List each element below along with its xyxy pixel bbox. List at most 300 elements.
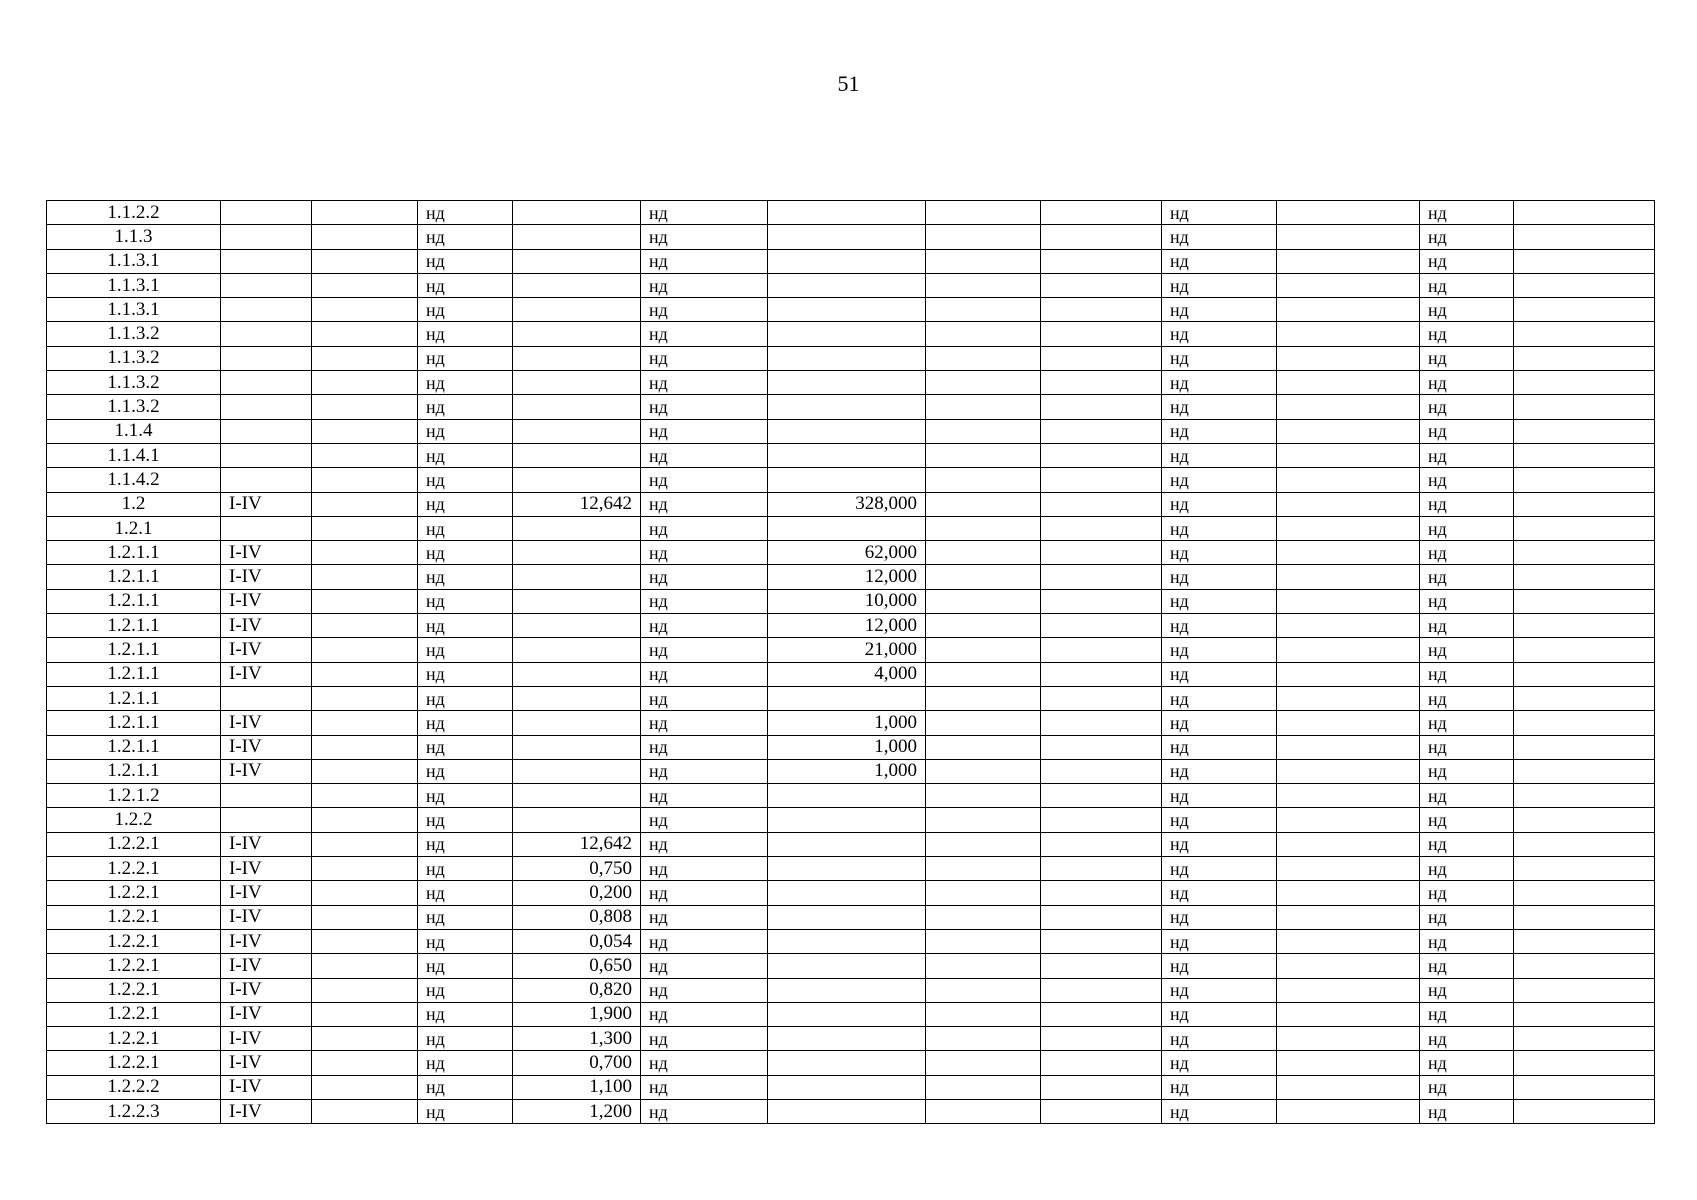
col8-cell xyxy=(926,735,1041,759)
col4-cell: нд xyxy=(418,808,513,832)
col6-cell: нд xyxy=(641,492,768,516)
col5-value-cell xyxy=(513,346,641,370)
col9-cell xyxy=(1041,1075,1162,1099)
item-code-cell: 1.2.2.1 xyxy=(47,1027,221,1051)
col8-cell xyxy=(926,443,1041,467)
table-row xyxy=(47,711,1655,735)
col11-cell xyxy=(1277,346,1420,370)
col10-cell: нд xyxy=(1162,1027,1277,1051)
item-code-cell: 1.2.1.1 xyxy=(47,638,221,662)
col13-cell xyxy=(1514,565,1655,589)
col5-value-cell xyxy=(513,322,641,346)
category-cell xyxy=(221,201,312,225)
col13-cell xyxy=(1514,735,1655,759)
col8-cell xyxy=(926,565,1041,589)
col11-cell xyxy=(1277,541,1420,565)
col10-cell: нд xyxy=(1162,1099,1277,1123)
col11-cell xyxy=(1277,201,1420,225)
col4-cell: нд xyxy=(418,735,513,759)
table-row xyxy=(47,638,1655,662)
col13-cell xyxy=(1514,905,1655,929)
col9-cell xyxy=(1041,881,1162,905)
col6-cell: нд xyxy=(641,443,768,467)
col9-cell xyxy=(1041,832,1162,856)
col5-value-cell xyxy=(513,395,641,419)
category-cell: I-IV xyxy=(221,832,312,856)
col12-cell: нд xyxy=(1420,784,1514,808)
col12-cell: нд xyxy=(1420,1027,1514,1051)
col4-cell: нд xyxy=(418,225,513,249)
category-cell: I-IV xyxy=(221,929,312,953)
col7-value-cell xyxy=(768,201,926,225)
col6-cell: нд xyxy=(641,614,768,638)
col3-cell xyxy=(312,249,418,273)
col13-cell xyxy=(1514,371,1655,395)
col9-cell xyxy=(1041,443,1162,467)
col7-value-cell xyxy=(768,881,926,905)
col10-cell: нд xyxy=(1162,638,1277,662)
col11-cell xyxy=(1277,419,1420,443)
col9-cell xyxy=(1041,468,1162,492)
table-row xyxy=(47,201,1655,225)
category-cell: I-IV xyxy=(221,1051,312,1075)
table-row xyxy=(47,881,1655,905)
col11-cell xyxy=(1277,954,1420,978)
category-cell xyxy=(221,784,312,808)
table-row xyxy=(47,1002,1655,1026)
col7-value-cell: 328,000 xyxy=(768,492,926,516)
table-row xyxy=(47,565,1655,589)
col8-cell xyxy=(926,395,1041,419)
col13-cell xyxy=(1514,808,1655,832)
col8-cell xyxy=(926,1099,1041,1123)
col5-value-cell xyxy=(513,541,641,565)
col6-cell: нд xyxy=(641,1099,768,1123)
category-cell: I-IV xyxy=(221,857,312,881)
col4-cell: нд xyxy=(418,954,513,978)
col3-cell xyxy=(312,1075,418,1099)
col10-cell: нд xyxy=(1162,784,1277,808)
col8-cell xyxy=(926,492,1041,516)
col10-cell: нд xyxy=(1162,249,1277,273)
item-code-cell: 1.1.3.2 xyxy=(47,322,221,346)
col9-cell xyxy=(1041,225,1162,249)
table-row xyxy=(47,371,1655,395)
col11-cell xyxy=(1277,443,1420,467)
item-code-cell: 1.2.2.1 xyxy=(47,881,221,905)
col7-value-cell xyxy=(768,225,926,249)
col12-cell: нд xyxy=(1420,662,1514,686)
col6-cell: нд xyxy=(641,857,768,881)
col3-cell xyxy=(312,929,418,953)
col10-cell: нд xyxy=(1162,808,1277,832)
col11-cell xyxy=(1277,711,1420,735)
col4-cell: нд xyxy=(418,662,513,686)
col12-cell: нд xyxy=(1420,978,1514,1002)
col5-value-cell: 1,200 xyxy=(513,1099,641,1123)
col5-value-cell xyxy=(513,589,641,613)
col11-cell xyxy=(1277,978,1420,1002)
col13-cell xyxy=(1514,686,1655,710)
col4-cell: нд xyxy=(418,881,513,905)
col6-cell: нд xyxy=(641,1002,768,1026)
item-code-cell: 1.1.4.1 xyxy=(47,443,221,467)
col11-cell xyxy=(1277,638,1420,662)
col12-cell: нд xyxy=(1420,395,1514,419)
col7-value-cell xyxy=(768,686,926,710)
table-row xyxy=(47,273,1655,297)
table-row xyxy=(47,346,1655,370)
col9-cell xyxy=(1041,735,1162,759)
category-cell xyxy=(221,516,312,540)
col4-cell: нд xyxy=(418,443,513,467)
col7-value-cell xyxy=(768,249,926,273)
col9-cell xyxy=(1041,322,1162,346)
col6-cell: нд xyxy=(641,273,768,297)
category-cell: I-IV xyxy=(221,954,312,978)
col13-cell xyxy=(1514,516,1655,540)
col9-cell xyxy=(1041,808,1162,832)
col13-cell xyxy=(1514,225,1655,249)
col8-cell xyxy=(926,978,1041,1002)
item-code-cell: 1.2.1 xyxy=(47,516,221,540)
table-row xyxy=(47,929,1655,953)
col6-cell: нд xyxy=(641,249,768,273)
col5-value-cell xyxy=(513,419,641,443)
col11-cell xyxy=(1277,614,1420,638)
category-cell: I-IV xyxy=(221,662,312,686)
col5-value-cell xyxy=(513,273,641,297)
col3-cell xyxy=(312,857,418,881)
col8-cell xyxy=(926,273,1041,297)
col6-cell: нд xyxy=(641,881,768,905)
col10-cell: нд xyxy=(1162,492,1277,516)
col10-cell: нд xyxy=(1162,298,1277,322)
col6-cell: нд xyxy=(641,298,768,322)
col3-cell xyxy=(312,395,418,419)
col3-cell xyxy=(312,419,418,443)
col7-value-cell xyxy=(768,298,926,322)
col5-value-cell xyxy=(513,711,641,735)
col8-cell xyxy=(926,249,1041,273)
col5-value-cell xyxy=(513,516,641,540)
col4-cell: нд xyxy=(418,516,513,540)
table-row xyxy=(47,978,1655,1002)
col8-cell xyxy=(926,905,1041,929)
category-cell xyxy=(221,322,312,346)
col7-value-cell xyxy=(768,905,926,929)
col9-cell xyxy=(1041,249,1162,273)
col10-cell: нд xyxy=(1162,759,1277,783)
col9-cell xyxy=(1041,492,1162,516)
col8-cell xyxy=(926,881,1041,905)
col11-cell xyxy=(1277,565,1420,589)
col10-cell: нд xyxy=(1162,468,1277,492)
category-cell xyxy=(221,225,312,249)
col7-value-cell xyxy=(768,273,926,297)
page-number: 51 xyxy=(837,71,860,96)
category-cell xyxy=(221,273,312,297)
col11-cell xyxy=(1277,1051,1420,1075)
col4-cell: нд xyxy=(418,1099,513,1123)
col12-cell: нд xyxy=(1420,1099,1514,1123)
col3-cell xyxy=(312,565,418,589)
table-row xyxy=(47,419,1655,443)
col12-cell: нд xyxy=(1420,638,1514,662)
col11-cell xyxy=(1277,322,1420,346)
col9-cell xyxy=(1041,298,1162,322)
col13-cell xyxy=(1514,832,1655,856)
col12-cell: нд xyxy=(1420,298,1514,322)
col5-value-cell xyxy=(513,298,641,322)
col11-cell xyxy=(1277,905,1420,929)
col13-cell xyxy=(1514,978,1655,1002)
col13-cell xyxy=(1514,541,1655,565)
item-code-cell: 1.2.2.1 xyxy=(47,857,221,881)
col10-cell: нд xyxy=(1162,686,1277,710)
col7-value-cell: 21,000 xyxy=(768,638,926,662)
col12-cell: нд xyxy=(1420,516,1514,540)
category-cell xyxy=(221,346,312,370)
col7-value-cell: 12,000 xyxy=(768,614,926,638)
col12-cell: нд xyxy=(1420,881,1514,905)
col5-value-cell xyxy=(513,662,641,686)
col5-value-cell: 0,820 xyxy=(513,978,641,1002)
col4-cell: нд xyxy=(418,784,513,808)
col6-cell: нд xyxy=(641,225,768,249)
col4-cell: нд xyxy=(418,929,513,953)
col4-cell: нд xyxy=(418,298,513,322)
col7-value-cell: 62,000 xyxy=(768,541,926,565)
col4-cell: нд xyxy=(418,249,513,273)
col11-cell xyxy=(1277,662,1420,686)
col6-cell: нд xyxy=(641,541,768,565)
col12-cell: нд xyxy=(1420,857,1514,881)
col10-cell: нд xyxy=(1162,1075,1277,1099)
col10-cell: нд xyxy=(1162,954,1277,978)
table-row xyxy=(47,662,1655,686)
col3-cell xyxy=(312,443,418,467)
col13-cell xyxy=(1514,492,1655,516)
col7-value-cell xyxy=(768,346,926,370)
col4-cell: нд xyxy=(418,1075,513,1099)
col10-cell: нд xyxy=(1162,857,1277,881)
col11-cell xyxy=(1277,759,1420,783)
table-row xyxy=(47,759,1655,783)
col13-cell xyxy=(1514,249,1655,273)
col4-cell: нд xyxy=(418,346,513,370)
col10-cell: нд xyxy=(1162,662,1277,686)
col13-cell xyxy=(1514,443,1655,467)
col5-value-cell: 12,642 xyxy=(513,832,641,856)
col3-cell xyxy=(312,201,418,225)
col9-cell xyxy=(1041,686,1162,710)
table-row xyxy=(47,492,1655,516)
col13-cell xyxy=(1514,395,1655,419)
col13-cell xyxy=(1514,662,1655,686)
item-code-cell: 1.2 xyxy=(47,492,221,516)
col11-cell xyxy=(1277,686,1420,710)
col10-cell: нд xyxy=(1162,201,1277,225)
col12-cell: нд xyxy=(1420,225,1514,249)
col13-cell xyxy=(1514,711,1655,735)
table-row xyxy=(47,1027,1655,1051)
category-cell xyxy=(221,371,312,395)
col9-cell xyxy=(1041,614,1162,638)
col10-cell: нд xyxy=(1162,371,1277,395)
item-code-cell: 1.2.1.1 xyxy=(47,565,221,589)
col13-cell xyxy=(1514,1002,1655,1026)
col8-cell xyxy=(926,201,1041,225)
col3-cell xyxy=(312,711,418,735)
col4-cell: нд xyxy=(418,492,513,516)
col9-cell xyxy=(1041,273,1162,297)
col8-cell xyxy=(926,298,1041,322)
col12-cell: нд xyxy=(1420,565,1514,589)
item-code-cell: 1.2.2.1 xyxy=(47,832,221,856)
col5-value-cell xyxy=(513,443,641,467)
col8-cell xyxy=(926,1051,1041,1075)
col5-value-cell xyxy=(513,638,641,662)
col3-cell xyxy=(312,954,418,978)
table-row xyxy=(47,468,1655,492)
col9-cell xyxy=(1041,419,1162,443)
col9-cell xyxy=(1041,201,1162,225)
col3-cell xyxy=(312,1002,418,1026)
col10-cell: нд xyxy=(1162,419,1277,443)
col5-value-cell: 0,650 xyxy=(513,954,641,978)
col13-cell xyxy=(1514,881,1655,905)
col12-cell: нд xyxy=(1420,419,1514,443)
col12-cell: нд xyxy=(1420,614,1514,638)
col5-value-cell xyxy=(513,784,641,808)
col11-cell xyxy=(1277,832,1420,856)
col12-cell: нд xyxy=(1420,759,1514,783)
col7-value-cell: 10,000 xyxy=(768,589,926,613)
col3-cell xyxy=(312,225,418,249)
col4-cell: нд xyxy=(418,589,513,613)
col12-cell: нд xyxy=(1420,1051,1514,1075)
col7-value-cell xyxy=(768,857,926,881)
item-code-cell: 1.2.2 xyxy=(47,808,221,832)
col9-cell xyxy=(1041,1099,1162,1123)
col9-cell xyxy=(1041,589,1162,613)
col3-cell xyxy=(312,735,418,759)
col11-cell xyxy=(1277,1075,1420,1099)
category-cell xyxy=(221,298,312,322)
col11-cell xyxy=(1277,1099,1420,1123)
col8-cell xyxy=(926,1002,1041,1026)
col4-cell: нд xyxy=(418,201,513,225)
col6-cell: нд xyxy=(641,395,768,419)
col13-cell xyxy=(1514,468,1655,492)
category-cell: I-IV xyxy=(221,492,312,516)
table-row xyxy=(47,249,1655,273)
col5-value-cell xyxy=(513,759,641,783)
col3-cell xyxy=(312,1099,418,1123)
item-code-cell: 1.1.2.2 xyxy=(47,201,221,225)
col8-cell xyxy=(926,516,1041,540)
item-code-cell: 1.2.2.1 xyxy=(47,1002,221,1026)
col5-value-cell: 1,900 xyxy=(513,1002,641,1026)
col4-cell: нд xyxy=(418,1027,513,1051)
col9-cell xyxy=(1041,662,1162,686)
table-row xyxy=(47,1075,1655,1099)
col5-value-cell xyxy=(513,614,641,638)
col13-cell xyxy=(1514,1051,1655,1075)
col11-cell xyxy=(1277,225,1420,249)
col7-value-cell xyxy=(768,784,926,808)
col8-cell xyxy=(926,225,1041,249)
col4-cell: нд xyxy=(418,686,513,710)
item-code-cell: 1.1.3.1 xyxy=(47,273,221,297)
item-code-cell: 1.2.2.3 xyxy=(47,1099,221,1123)
col10-cell: нд xyxy=(1162,322,1277,346)
category-cell: I-IV xyxy=(221,905,312,929)
col6-cell: нд xyxy=(641,686,768,710)
col10-cell: нд xyxy=(1162,395,1277,419)
col8-cell xyxy=(926,929,1041,953)
col5-value-cell: 1,100 xyxy=(513,1075,641,1099)
category-cell: I-IV xyxy=(221,711,312,735)
col3-cell xyxy=(312,881,418,905)
category-cell: I-IV xyxy=(221,1075,312,1099)
table-row xyxy=(47,784,1655,808)
col5-value-cell: 0,054 xyxy=(513,929,641,953)
col8-cell xyxy=(926,322,1041,346)
col4-cell: нд xyxy=(418,711,513,735)
col12-cell: нд xyxy=(1420,492,1514,516)
col7-value-cell xyxy=(768,978,926,1002)
category-cell: I-IV xyxy=(221,565,312,589)
col13-cell xyxy=(1514,273,1655,297)
col5-value-cell xyxy=(513,201,641,225)
col5-value-cell: 0,200 xyxy=(513,881,641,905)
category-cell: I-IV xyxy=(221,614,312,638)
item-code-cell: 1.2.2.2 xyxy=(47,1075,221,1099)
col12-cell: нд xyxy=(1420,954,1514,978)
category-cell xyxy=(221,443,312,467)
col8-cell xyxy=(926,832,1041,856)
col12-cell: нд xyxy=(1420,273,1514,297)
category-cell: I-IV xyxy=(221,759,312,783)
col11-cell xyxy=(1277,589,1420,613)
col7-value-cell xyxy=(768,1075,926,1099)
col4-cell: нд xyxy=(418,322,513,346)
col4-cell: нд xyxy=(418,832,513,856)
col11-cell xyxy=(1277,929,1420,953)
col5-value-cell xyxy=(513,686,641,710)
category-cell: I-IV xyxy=(221,978,312,1002)
col4-cell: нд xyxy=(418,419,513,443)
col3-cell xyxy=(312,1051,418,1075)
col6-cell: нд xyxy=(641,516,768,540)
col6-cell: нд xyxy=(641,1027,768,1051)
data-table xyxy=(46,200,1655,1124)
col8-cell xyxy=(926,541,1041,565)
col6-cell: нд xyxy=(641,662,768,686)
col12-cell: нд xyxy=(1420,929,1514,953)
col9-cell xyxy=(1041,638,1162,662)
col5-value-cell xyxy=(513,249,641,273)
col7-value-cell xyxy=(768,468,926,492)
col4-cell: нд xyxy=(418,395,513,419)
col9-cell xyxy=(1041,905,1162,929)
table-row xyxy=(47,225,1655,249)
col6-cell: нд xyxy=(641,468,768,492)
col6-cell: нд xyxy=(641,954,768,978)
col4-cell: нд xyxy=(418,541,513,565)
